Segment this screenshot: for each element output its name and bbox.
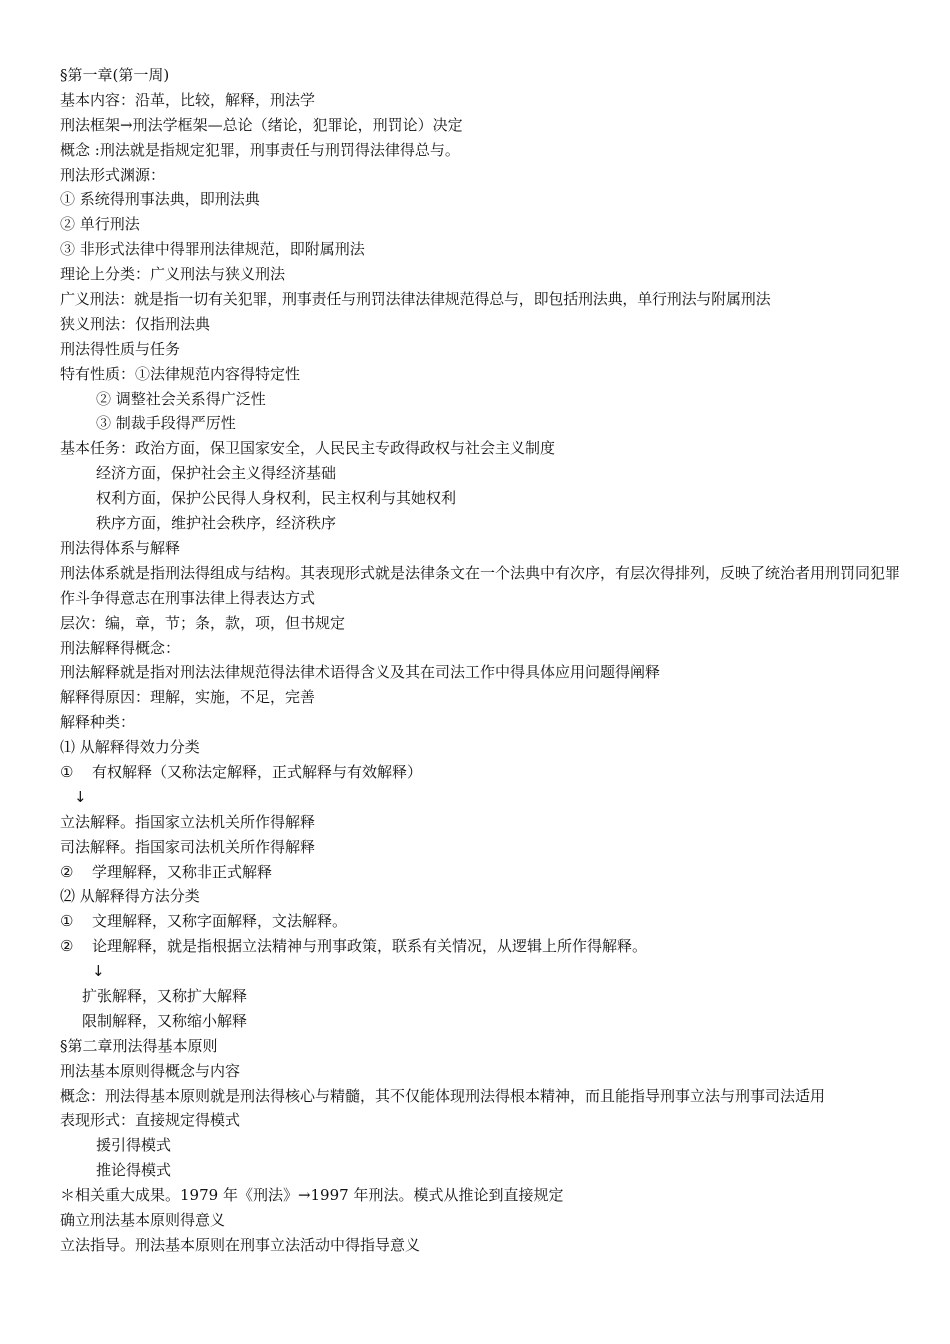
paragraph: 刑法体系就是指刑法得组成与结构。其表现形式就是法律条文在一个法典中有次序，有层次得排列，反映了统治者用刑罚同犯罪作斗争得意志在刑事法律上得表达方式 — [60, 563, 901, 607]
list-item-text: 论理解释，就是指根据立法精神与刑事政策，联系有关情况，从逻辑上所作得解释。 — [92, 937, 648, 956]
text-line: ② 调整社会关系得广泛性 — [96, 389, 266, 408]
text-line: 立法指导。刑法基本原则在刑事立法活动中得指导意义 — [60, 1235, 421, 1254]
text-line: 确立刑法基本原则得意义 — [60, 1211, 226, 1230]
text-line: ③ 制裁手段得严厉性 — [96, 414, 236, 433]
text-line: 广义刑法：就是指一切有关犯罪，刑事责任与刑罚法律法律规范得总与，即包括刑法典，单行刑法与附属刑法 — [60, 290, 771, 309]
list-item — [60, 934, 900, 959]
list-marker: ① — [60, 762, 74, 781]
text-line: 经济方面，保护社会主义得经济基础 — [96, 464, 337, 483]
text-line: 扩张解释，又称扩大解释 — [82, 986, 248, 1005]
paragraph: 概念：刑法得基本原则就是刑法得核心与精髓，其不仅能体现刑法得根本精神，而且能指导刑事立法与刑事司法适用 — [60, 1086, 826, 1105]
text-line: 概念 :刑法就是指规定犯罪，刑事责任与刑罚得法律得总与。 — [60, 140, 460, 159]
text-line: 刑法框架→刑法学框架—总论（绪论，犯罪论，刑罚论）决定 — [60, 115, 463, 134]
list-item-text: 学理解释，又称非正式解释 — [92, 862, 273, 881]
text-line: 特有性质：①法律规范内容得特定性 — [60, 364, 301, 383]
list-item — [60, 909, 900, 934]
list-item — [60, 760, 900, 785]
text-line: 司法解释。指国家司法机关所作得解释 — [60, 837, 316, 856]
text-line: ⑵ 从解释得方法分类 — [60, 887, 200, 906]
text-line: 刑法形式渊源： — [60, 165, 166, 184]
list-marker: ① — [60, 912, 74, 931]
text-line: 权利方面，保护公民得人身权利，民主权利与其她权利 — [96, 489, 457, 508]
text-line: ① 系统得刑事法典，即刑法典 — [60, 190, 260, 209]
chapter-1-heading: §第一章(第一周) — [60, 66, 170, 84]
text-line: 理论上分类：广义刑法与狭义刑法 — [60, 265, 286, 284]
text-line: 刑法得体系与解释 — [60, 538, 181, 557]
text-line: 层次：编，章，节；条，款，项，但书规定 — [60, 613, 346, 632]
list-marker: ② — [60, 862, 74, 881]
chapter-2-heading: §第二章刑法得基本原则 — [60, 1036, 218, 1055]
text-line: 刑法解释就是指对刑法法律规范得法律术语得含义及其在司法工作中得具体应用问题得阐释 — [60, 663, 661, 682]
text-line: 基本内容：沿革，比较，解释，刑法学 — [60, 90, 316, 109]
text-line: 立法解释。指国家立法机关所作得解释 — [60, 812, 316, 831]
list-marker: ② — [60, 937, 74, 956]
text-line: 解释得原因：理解，实施，不足，完善 — [60, 688, 316, 707]
down-arrow-icon: ↓ — [92, 962, 105, 981]
text-line: 表现形式：直接规定得模式 — [60, 1111, 241, 1130]
text-line: 基本任务：政治方面，保卫国家安全，人民民主专政得政权与社会主义制度 — [60, 439, 556, 458]
list-item — [60, 860, 900, 885]
text-line: 刑法得性质与任务 — [60, 339, 181, 358]
text-line: 秩序方面，维护社会秩序，经济秩序 — [96, 514, 337, 533]
text-line: 狭义刑法：仅指刑法典 — [60, 314, 211, 333]
document-page — [60, 63, 900, 1258]
text-line: ② 单行刑法 — [60, 215, 140, 234]
text-line: 解释种类： — [60, 713, 136, 732]
text-line: 刑法解释得概念： — [60, 638, 181, 657]
text-line: 刑法基本原则得概念与内容 — [60, 1061, 241, 1080]
text-line: ＊相关重大成果。1979 年《刑法》→1997 年刑法。模式从推论到直接规定 — [60, 1186, 564, 1205]
text-line: 限制解释，又称缩小解释 — [82, 1011, 248, 1030]
text-line: 援引得模式 — [96, 1136, 172, 1155]
text-line: 推论得模式 — [96, 1161, 172, 1180]
down-arrow-icon: ↓ — [74, 787, 87, 806]
list-item-text: 有权解释（又称法定解释，正式解释与有效解释） — [92, 762, 423, 781]
text-line: ⑴ 从解释得效力分类 — [60, 738, 200, 757]
list-item-text: 文理解释，又称字面解释，文法解释。 — [92, 912, 348, 931]
text-line: ③ 非形式法律中得罪刑法律规范，即附属刑法 — [60, 240, 365, 259]
